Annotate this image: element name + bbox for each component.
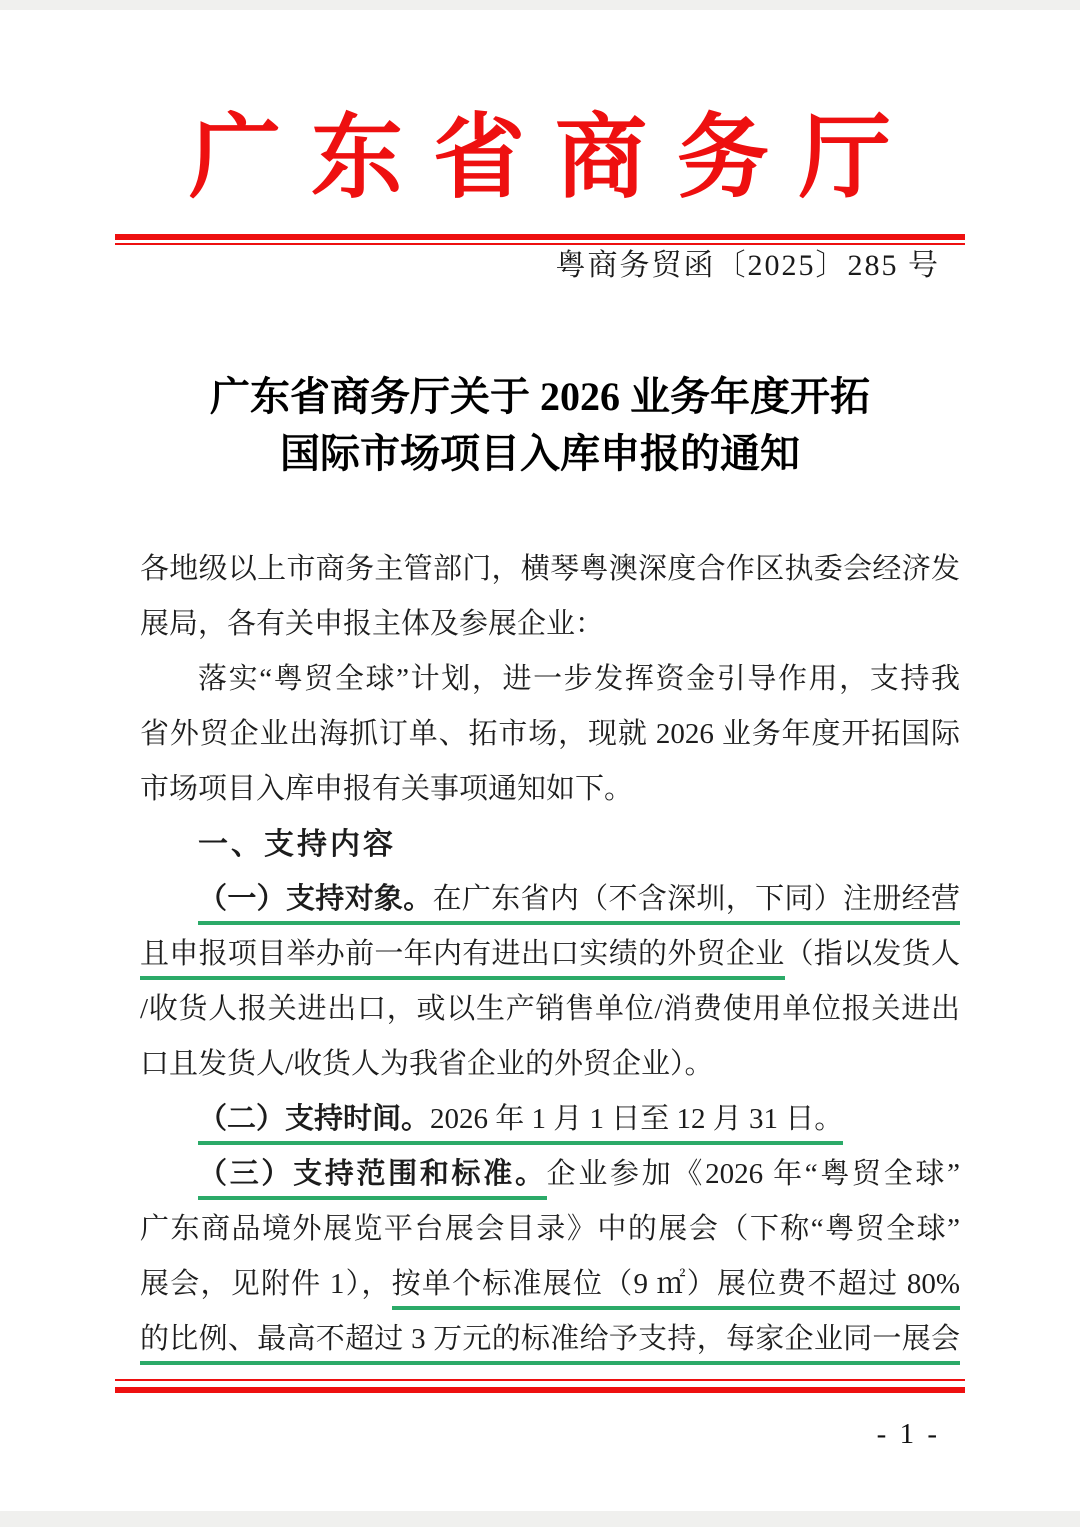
document-title: [0, 368, 1080, 482]
text-run: 各地级以上市商务主管部门，横琴粤澳深度合作区执委会经济发: [140, 553, 960, 585]
body-line: [140, 1037, 960, 1092]
text-run: 省外贸企业出海抓订单、拓市场，现就 2026 业务年度开拓国际: [140, 718, 960, 750]
body-line: [140, 927, 960, 982]
underlined-text-run: （二）支持时间。: [198, 1103, 430, 1145]
body-lines: [140, 542, 960, 1367]
body-line: [140, 1092, 960, 1147]
text-run: 市场项目入库申报有关事项通知如下。: [140, 773, 634, 805]
body-line: [140, 1257, 960, 1312]
underlined-text-run: 2026 年 1 月 1 日至 12 月 31 日。: [430, 1103, 843, 1145]
body-line: [140, 762, 960, 817]
body-line: [140, 1147, 960, 1202]
page-edge-top: [0, 0, 1080, 10]
text-run: 一、支持内容: [198, 828, 396, 861]
body-line: [140, 597, 960, 652]
body-line: [140, 707, 960, 762]
underlined-text-run: 且申报项目举办前一年内有进出口实绩的外贸企业: [140, 938, 785, 980]
document-title-line1: 广东省商务厅关于 2026 业务年度开拓: [210, 374, 870, 419]
text-run: 展会，见附件 1），: [140, 1268, 392, 1300]
text-run: 展局，各有关申报主体及参展企业：: [140, 608, 605, 640]
page-number: - 1 -: [876, 1418, 940, 1450]
document-title-line2: 国际市场项目入库申报的通知: [280, 431, 800, 476]
agency-letterhead: 广东省商务厅: [188, 107, 921, 209]
body-line: [140, 1312, 960, 1367]
text-run: 落实“粤贸全球”计划，进一步发挥资金引导作用，支持我: [198, 663, 960, 695]
text-run: /收货人报关进出口，或以生产销售单位/消费使用单位报关进出: [140, 993, 960, 1025]
text-run: 广东商品境外展览平台展会目录》中的展会（下称“粤贸全球”: [140, 1213, 960, 1245]
document-number: 粤商务贸函〔2025〕285 号: [555, 249, 940, 282]
body-line: [140, 1202, 960, 1257]
underlined-text-run: 的比例、最高不超过 3 万元的标准给予支持，每家企业同一展会: [140, 1323, 960, 1365]
text-run: （指以发货人: [784, 938, 960, 970]
text-run: 口且发货人/收货人为我省企业的外贸企业）。: [140, 1048, 714, 1080]
body-line: [140, 817, 960, 872]
header-separator-thin-line: [115, 243, 965, 245]
body-line: [140, 872, 960, 927]
underlined-text-run: 在广东省内（不含深圳，下同）注册经营: [433, 883, 960, 925]
underlined-text-run: （三）支持范围和标准。: [198, 1158, 547, 1200]
header-separator-thick-line: [115, 234, 965, 240]
body-line: [140, 982, 960, 1037]
underlined-text-run: 按单个标准展位（9 ㎡）展位费不超过 80%: [392, 1268, 960, 1310]
page-edge-bottom: [0, 1511, 1080, 1527]
footer-separator-thick-line: [115, 1387, 965, 1393]
text-run: 企业参加《2026 年“粤贸全球”: [546, 1158, 960, 1190]
body-line: [140, 652, 960, 707]
footer-separator-thin-line: [115, 1379, 965, 1381]
body-line: [140, 542, 960, 597]
underlined-text-run: （一）支持对象。: [198, 883, 433, 925]
